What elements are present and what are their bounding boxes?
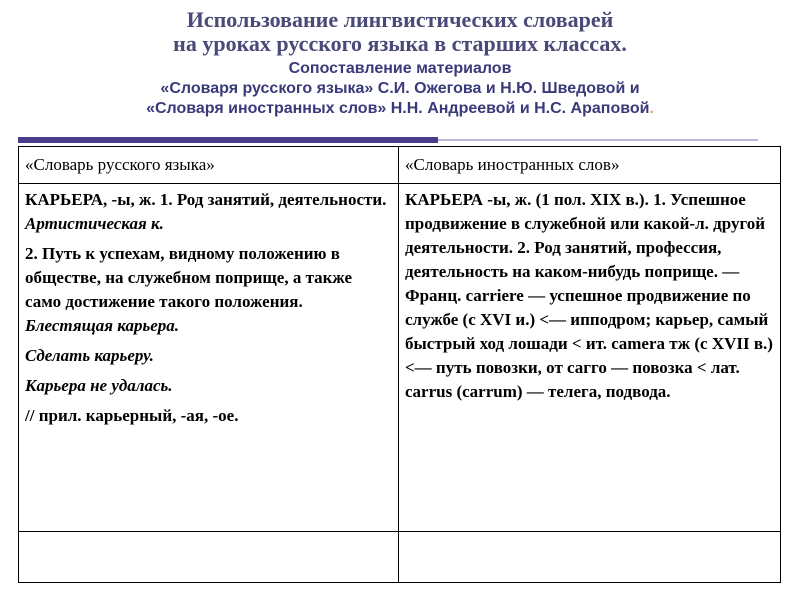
entry-example-4: Карьера не удалась. <box>25 375 173 395</box>
entry-example-2: Блестящая карьера. <box>25 315 180 335</box>
column-header-russian-dictionary: «Словарь русского языка» <box>19 147 399 184</box>
subtitle-line1: Сопоставление материалов <box>288 60 512 77</box>
russian-dictionary-entry <box>19 183 399 531</box>
empty-cell-left <box>19 531 399 582</box>
entry-definition-1 <box>25 188 392 236</box>
header-divider-light <box>438 139 758 141</box>
subtitle-line3-dot: . <box>649 100 654 117</box>
header-divider <box>18 134 758 144</box>
entry-definition-2: 2. Путь к успехам, видному положению в обществе, на служебном поприще, а также само достижение такого положения. <box>25 243 353 311</box>
column-header-foreign-words-dictionary: «Словарь иностранных слов» <box>399 147 781 184</box>
slide-title-line2: на уроках русского языка в старших классах. <box>173 31 627 56</box>
table-row <box>19 183 781 531</box>
subtitle-line3-text: «Словаря иностранных слов» Н.Н. Андреевой и Н.С. Араповой <box>146 100 650 117</box>
entry-adjective: // прил. карьерный, -ая, -ое. <box>25 405 239 425</box>
subtitle-line3 <box>0 99 800 119</box>
slide-title-line1: Использование лингвистических словарей <box>186 7 614 32</box>
table-row-empty <box>19 531 781 582</box>
foreign-dictionary-entry: КАРЬЕРА -ы, ж. (1 пол. XIX в.). 1. Успешное продвижение в служебной или какой-л. другой деятельности. 2. Род занятий, профессия, деятельность на каком-нибудь поприще. — Франц. carriere — успешное продвижение по службе (с XVI и.) <— ипподром; карьер, самый быстрый ход лошади < ит. camera тж (с XVII в.) <— путь повозки, от сагго — повозка < лат. carrus (carrum) — телега, подвода. <box>399 183 781 531</box>
comparison-table <box>18 146 781 583</box>
subtitle-line2: «Словаря русского языка» С.И. Ожегова и Н.Ю. Шведовой и <box>160 80 640 97</box>
slide-header <box>0 8 800 119</box>
header-divider-dark <box>18 137 438 143</box>
entry-example-3: Сделать карьеру. <box>25 345 154 365</box>
table-header-row <box>19 147 781 184</box>
entry-definition-1-text: КАРЬЕРА, -ы, ж. 1. Род занятий, деятельности. <box>25 189 387 209</box>
entry-example-1: Артистическая к. <box>25 213 164 233</box>
empty-cell-right <box>399 531 781 582</box>
